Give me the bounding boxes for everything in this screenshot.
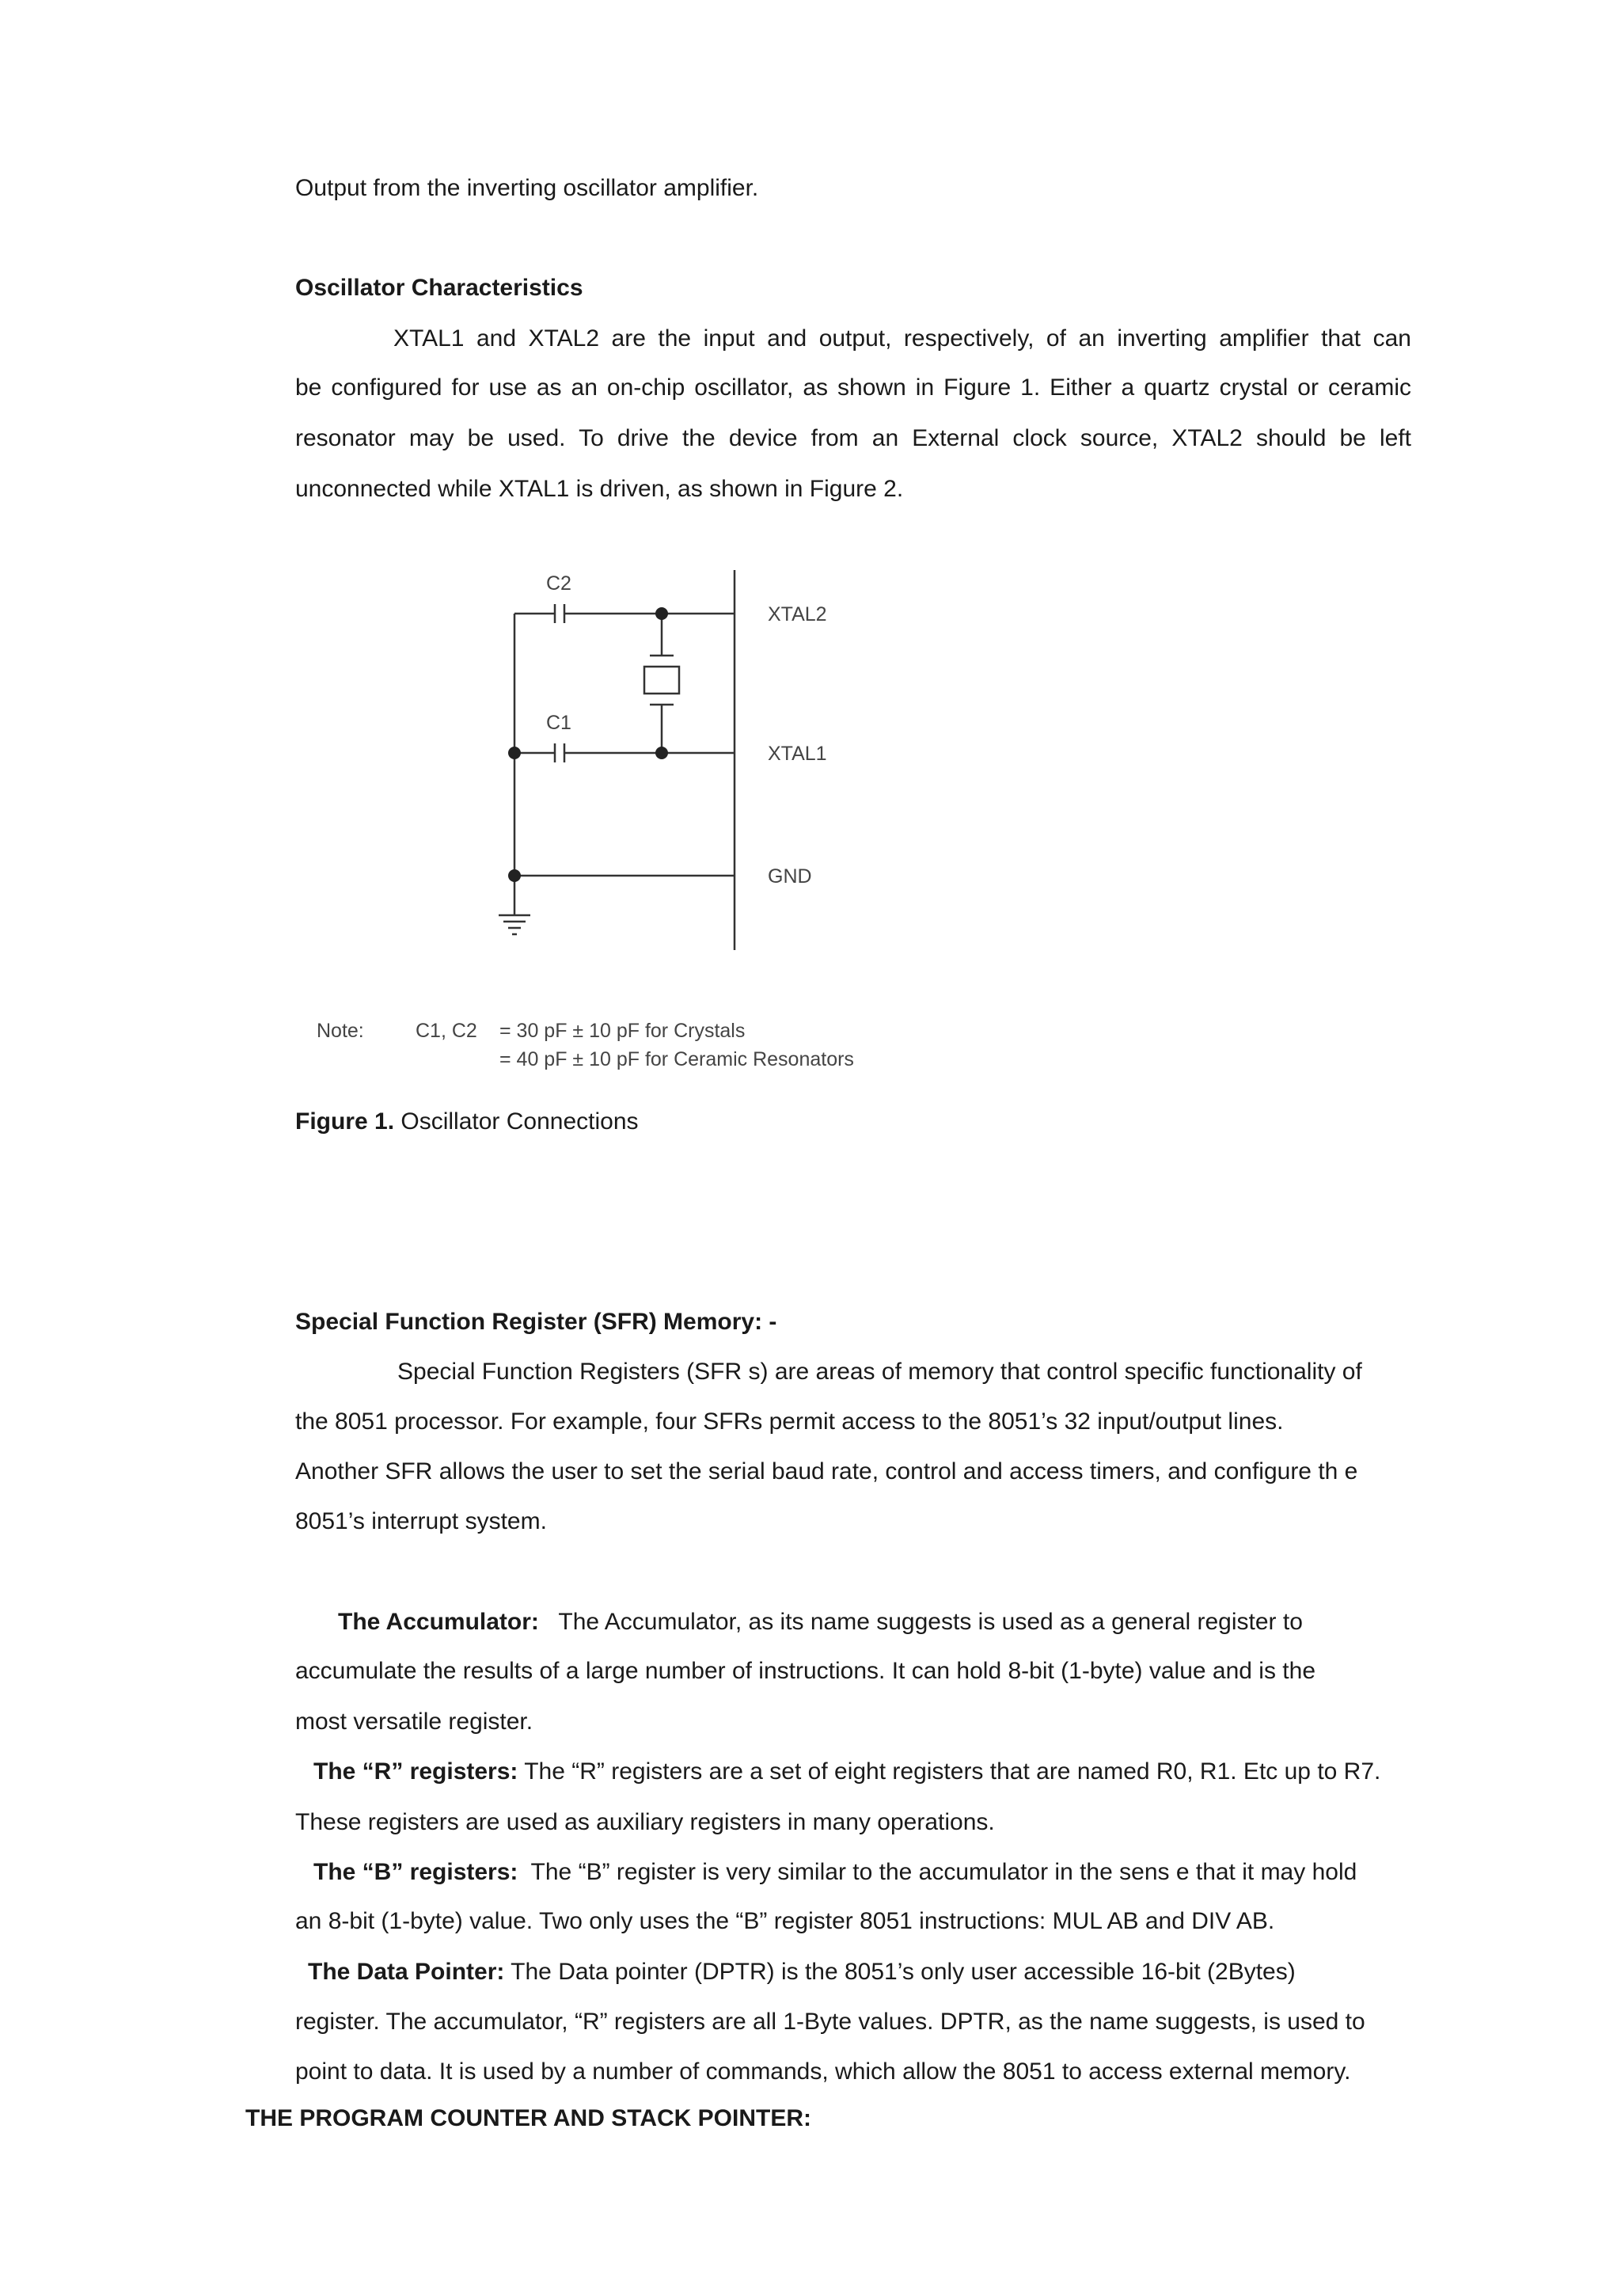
r-registers-title: The “R” registers: (313, 1758, 518, 1785)
note-line-1: = 30 pF ± 10 pF for Crystals (499, 1020, 746, 1042)
data-pointer-line-3: point to data. It is used by a number of commands, which allow the 8051 to access external memory. (295, 2058, 1351, 2085)
oscillator-heading: Oscillator Characteristics (295, 275, 583, 301)
gnd-label: GND (768, 865, 812, 888)
data-pointer-line-2: register. The accumulator, “R” registers are all 1-Byte values. DPTR, as the name suggests, is used to (295, 2009, 1365, 2035)
accumulator-line-2: accumulate the results of a large number of instructions. It can hold 8-bit (1-byte) value and is the (295, 1658, 1316, 1684)
note-caps: C1, C2 (416, 1020, 477, 1042)
note-line-2: = 40 pF ± 10 pF for Ceramic Resonators (499, 1048, 854, 1070)
b-register-text: The “B” register is very similar to the accumulator in the sens e that it may hold (530, 1859, 1357, 1885)
b-register-title: The “B” registers: (313, 1859, 518, 1885)
oscillator-circuit-diagram (301, 554, 1013, 1093)
figure-caption (295, 1106, 1411, 1138)
sfr-paragraph-line-2: the 8051 processor. For example, four SFRs permit access to the 8051’s 32 input/output lines. (295, 1408, 1284, 1435)
osc-paragraph-line-3: resonator may be used. To drive the device from an External clock source, XTAL2 should be left (295, 425, 1411, 451)
r-registers-text: The “R” registers are a set of eight registers that are named R0, R1. Etc up to R7. (524, 1758, 1381, 1785)
program-counter-heading: THE PROGRAM COUNTER AND STACK POINTER: (245, 2105, 811, 2131)
data-pointer-line-1 (308, 1956, 1411, 1988)
b-register-line-1 (313, 1857, 1411, 1888)
sfr-paragraph-line-4: 8051’s interrupt system. (295, 1508, 547, 1534)
accumulator-text: The Accumulator, as its name suggests is used as a general register to (558, 1609, 1303, 1635)
sfr-paragraph-line-3: Another SFR allows the user to set the serial baud rate, control and access timers, and configure th e (295, 1458, 1358, 1484)
c1-label: C1 (546, 712, 571, 734)
osc-paragraph-line-1: XTAL1 and XTAL2 are the input and output, respectively, of an inverting amplifier that can (393, 325, 1411, 352)
accumulator-line-1 (338, 1606, 1411, 1638)
xtal2-label: XTAL2 (768, 603, 827, 625)
crystal-symbol (644, 667, 679, 694)
figure-caption-text: Oscillator Connections (401, 1108, 639, 1135)
accumulator-title: The Accumulator: (338, 1609, 539, 1635)
b-register-line-2: an 8-bit (1-byte) value. Two only uses the “B” register 8051 instructions: MUL AB and DIV AB. (295, 1908, 1275, 1934)
xtal1-label: XTAL1 (768, 743, 827, 765)
data-pointer-text: The Data pointer (DPTR) is the 8051’s only user accessible 16-bit (2Bytes) (511, 1959, 1296, 1985)
figure-caption-label: Figure 1. (295, 1108, 395, 1135)
osc-paragraph-line-2: be configured for use as an on-chip oscillator, as shown in Figure 1. Either a quartz crystal or ceramic (295, 374, 1411, 401)
osc-paragraph-line-4: unconnected while XTAL1 is driven, as shown in Figure 2. (295, 476, 904, 502)
r-registers-line-1 (313, 1756, 1411, 1788)
note-label: Note: (317, 1020, 364, 1042)
sfr-heading: Special Function Register (SFR) Memory: - (295, 1309, 777, 1335)
sfr-paragraph-line-1: Special Function Registers (SFR s) are areas of memory that control specific functionality of (397, 1359, 1362, 1385)
data-pointer-title: The Data Pointer: (308, 1959, 505, 1985)
r-registers-line-2: These registers are used as auxiliary registers in many operations. (295, 1809, 995, 1835)
intro-line: Output from the inverting oscillator amplifier. (295, 175, 759, 201)
accumulator-line-3: most versatile register. (295, 1709, 533, 1735)
c2-label: C2 (546, 572, 571, 595)
